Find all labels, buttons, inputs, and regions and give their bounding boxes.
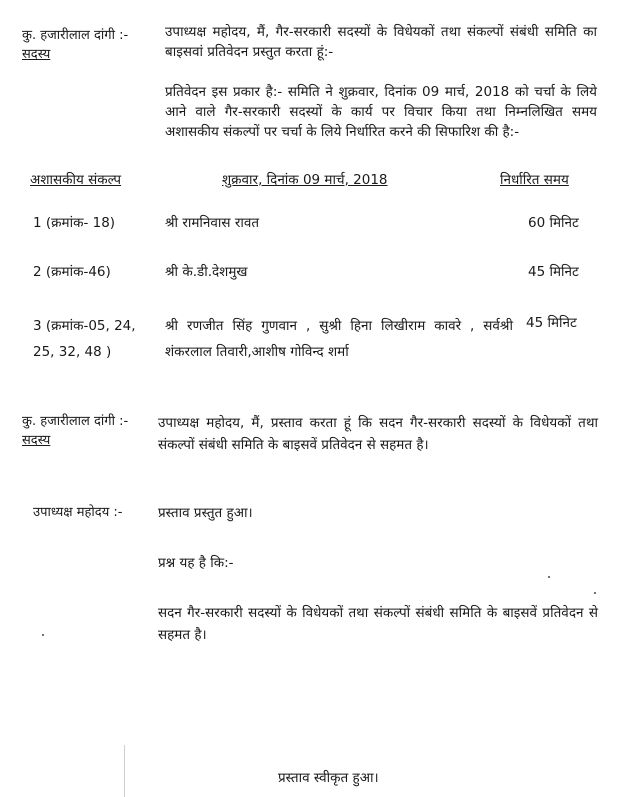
- scan-speck: [42, 634, 44, 636]
- speech-3-text-1: प्रस्ताव प्रस्तुत हुआ।: [158, 505, 253, 521]
- resolution-time-1: 60 मिनिट: [528, 215, 579, 231]
- header-date: शुक्रवार, दिनांक 09 मार्च, 2018: [222, 172, 388, 188]
- resolution-number-1: 1 (क्रमांक- 18): [33, 215, 116, 231]
- speech-2-text: उपाध्यक्ष महोदय, मैं, प्रस्ताव करता हूं कि सदन गैर-सरकारी सदस्यों के विधेयकों तथा संकल्पों संबंधी समिति के बाइसवें प्रतिवेदन से सहमत है।: [158, 415, 598, 453]
- speech-3-text-3: सदन गैर-सरकारी सदस्यों के विधेयकों तथा संकल्पों संबंधी समिति के बाइसवें प्रतिवेदन से सहमत है।: [158, 605, 598, 643]
- resolution-number-3: 3 (क्रमांक-05, 24, 25, 32, 48 ): [33, 318, 136, 360]
- header-resolution: अशासकीय संकल्प: [30, 172, 122, 188]
- scan-speck: [548, 576, 550, 578]
- speaker-block-2: [22, 412, 162, 450]
- speaker-name: कु. हजारीलाल दांगी :-: [22, 414, 129, 429]
- resolution-member-3: श्री रणजीत सिंह गुणवान , सुश्री हिना लिखीराम कावरे , सर्वश्री शंकरलाल तिवारी,आशीष गोविन्द शर्मा: [165, 318, 513, 360]
- resolution-time-3: 45 मिनिट: [526, 315, 577, 331]
- speaker-block-1: [22, 26, 162, 64]
- closing-line: प्रस्ताव स्वीकृत हुआ।: [278, 770, 379, 786]
- speaker-deputy-speaker: उपाध्यक्ष महोदय :-: [33, 505, 123, 520]
- speaker-role: सदस्य: [22, 47, 51, 62]
- resolution-member-1: श्री रामनिवास रावत: [165, 215, 260, 231]
- scan-edge-line: [124, 745, 125, 797]
- resolution-member-2: श्री के.डी.देशमुख: [165, 264, 248, 280]
- resolution-time-2: 45 मिनिट: [528, 264, 579, 280]
- speech-3-text-2: प्रश्न यह है कि:-: [158, 555, 234, 571]
- scan-speck: [594, 592, 596, 594]
- speaker-role: सदस्य: [22, 433, 51, 448]
- speaker-name: कु. हजारीलाल दांगी :-: [22, 28, 129, 43]
- resolution-number-2: 2 (क्रमांक-46): [33, 264, 111, 280]
- speech-1-paragraph-2: प्रतिवेदन इस प्रकार है:- समिति ने शुक्रवार, दिनांक 09 मार्च, 2018 को चर्चा के लिये आने वाले गैर-सरकारी सदस्यों के कार्य पर विचार किया तथा निम्नलिखित समय अशासकीय संकल्पों पर चर्चा के लिये निर्धारित करने की सिफारिश की है:-: [165, 84, 597, 140]
- header-time: निर्धारित समय: [500, 172, 569, 188]
- speech-1-paragraph-1: उपाध्यक्ष महोदय, मैं, गैर-सरकारी सदस्यों के विधेयकों तथा संकल्पों संबंधी समिति का बाइसवां प्रतिवेदन प्रस्तुत करता हूं:-: [165, 24, 597, 60]
